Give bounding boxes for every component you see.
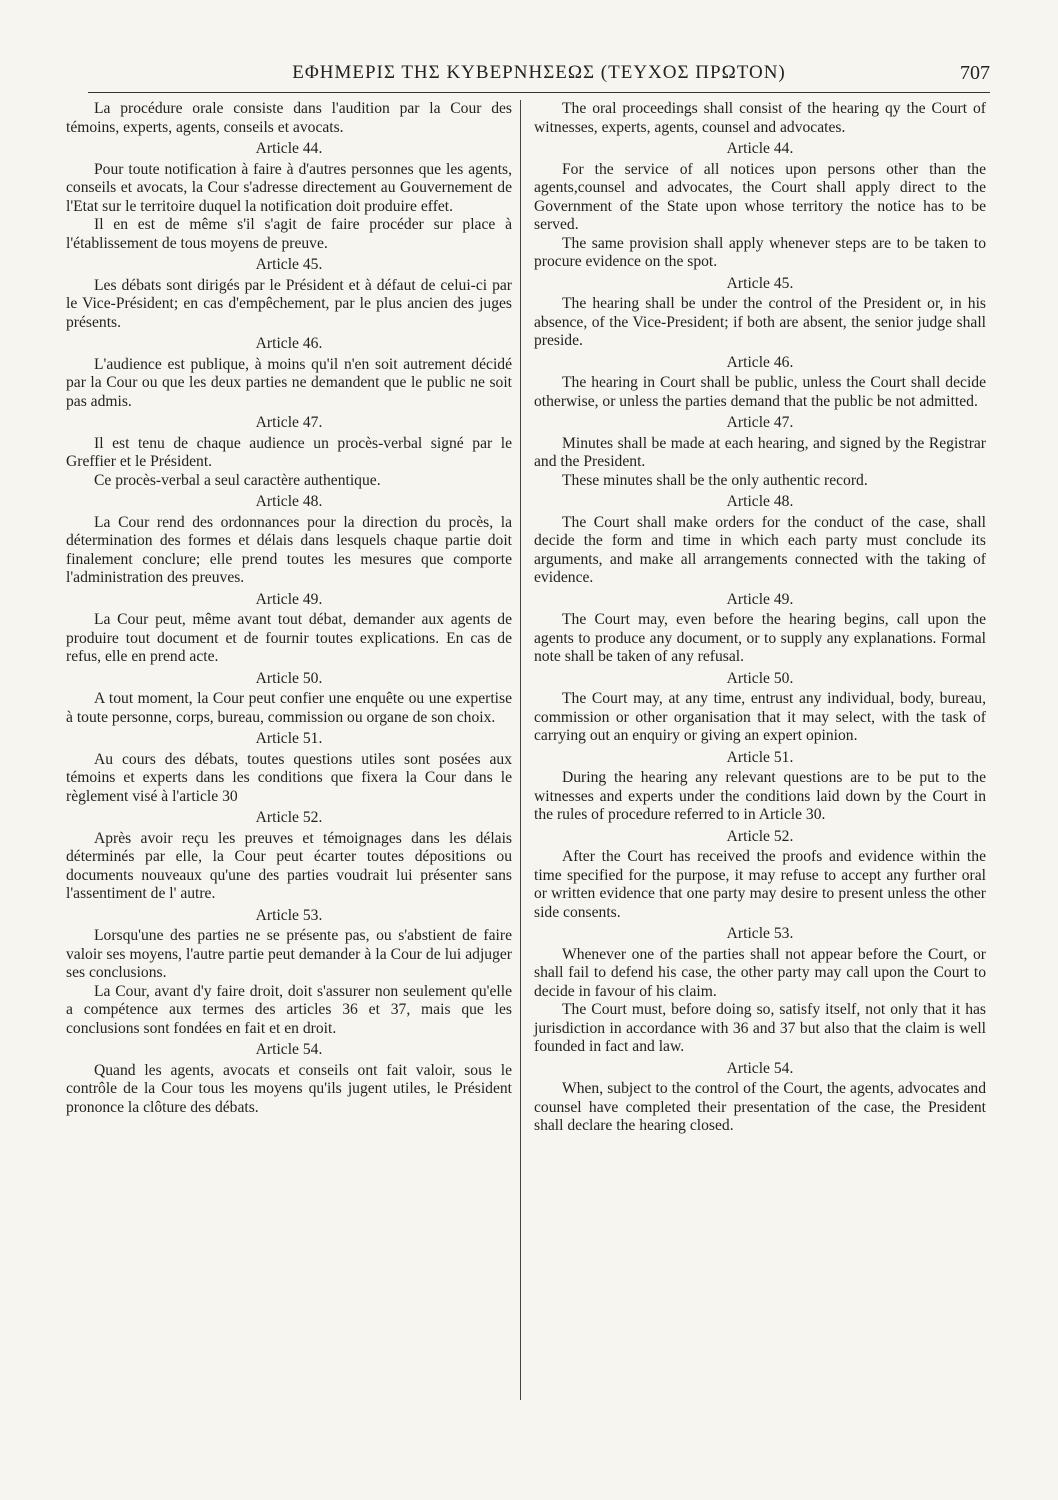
french-paragraph: Quand les agents, avocats et conseils ont fait valoir, sous le contrôle de la Cour tous les moyens qu'ils jugent utiles, le Président prononce la clôture des débats. — [66, 1061, 512, 1116]
english-article-heading: Article 52. — [726, 827, 794, 845]
french-paragraph: Lorsqu'une des parties ne se présente pas, ou s'abstient de faire valoir ses moyens, l'autre partie peut demander à la Cour de lui adjuger ses conclusions. — [66, 927, 512, 981]
french-article-heading: Article 52. — [255, 809, 323, 826]
english-article-block — [534, 354, 986, 412]
column-divider — [520, 100, 521, 1400]
english-article-block — [534, 828, 986, 923]
french-article-heading: Article 45. — [255, 256, 323, 273]
english-article-block — [534, 925, 986, 1057]
english-paragraph: The oral proceedings shall consist of the hearing qy the Court of witnesses, experts, agents, counsel and advocates. — [534, 100, 986, 136]
english-article-heading: Article 45. — [726, 274, 794, 292]
page-number: 707 — [960, 62, 990, 84]
english-article-heading: Article 54. — [726, 1059, 794, 1077]
english-article-block — [534, 493, 986, 588]
english-paragraph: The hearing shall be under the control of the President or, in his absence, of the Vice-President; if both are absent, the senior judge shall preside. — [534, 295, 986, 349]
french-article-block — [66, 140, 512, 253]
french-article-heading: Article 53. — [255, 906, 323, 924]
french-article-block — [66, 591, 512, 667]
english-article-heading: Article 47. — [726, 414, 794, 431]
french-column — [66, 100, 512, 1117]
english-paragraph: The same provision shall apply whenever steps are to be taken to procure evidence on the spot. — [534, 234, 986, 270]
english-article-heading: Article 53. — [726, 925, 794, 942]
gazette-title: ΕΦΗΜΕΡΙΣ ΤΗΣ ΚΥΒΕΡΝΗΣΕΩΣ (ΤΕΥΧΟΣ ΠΡΩΤΟΝ) — [292, 62, 786, 83]
french-article-block — [66, 730, 512, 806]
english-paragraph: When, subject to the control of the Court, the agents, advocates and counsel have completed their presentation of the case, the President shall declare the hearing closed. — [534, 1080, 986, 1134]
french-article-block — [66, 809, 512, 904]
english-article-block — [534, 749, 986, 825]
english-paragraph: Whenever one of the parties shall not appear before the Court, or shall fail to defend his case, the other party may call upon the Court to decide in favour of his claim. — [534, 945, 986, 1000]
english-paragraph: Minutes shall be made at each hearing, and signed by the Registrar and the President. — [534, 434, 986, 470]
french-article-block — [66, 907, 512, 1039]
french-paragraph: Au cours des débats, toutes questions utiles sont posées aux témoins et experts dans les conditions que fixera la Cour dans le règlement visé à l'article 30 — [66, 750, 512, 805]
english-paragraph: The Court may, at any time, entrust any individual, body, bureau, commission or other organisation that it may select, with the task of carrying out an enquiry or giving an expert opinion. — [534, 690, 986, 744]
french-article-block — [66, 335, 512, 411]
english-article-heading: Article 44. — [726, 140, 794, 157]
french-article-block — [66, 670, 512, 728]
english-article-block — [534, 414, 986, 490]
french-article-heading: Article 48. — [255, 493, 323, 510]
french-paragraph: A tout moment, la Cour peut confier une enquête ou une expertise à toute personne, corps, bureau, commission ou organe de son choix. — [66, 690, 512, 726]
french-article-block — [66, 414, 512, 490]
english-article-heading: Article 51. — [726, 748, 794, 766]
french-paragraph: Pour toute notification à faire à d'autres personnes que les agents, conseils et avocats, la Cour s'adresse directement au Gouvernement de l'Etat sur le territoire duquel la notification doit produire effet. — [66, 160, 512, 215]
french-paragraph: Il en est de même s'il s'agit de faire procéder sur place à l'établissement de tous moyens de preuve. — [66, 216, 512, 252]
english-article-heading: Article 49. — [726, 590, 794, 608]
english-paragraph: The hearing in Court shall be public, unless the Court shall decide otherwise, or unless the parties demand that the public be not admitted. — [534, 374, 986, 410]
french-article-heading: Article 54. — [255, 1041, 323, 1058]
french-article-heading: Article 44. — [255, 140, 323, 157]
french-article-heading: Article 50. — [255, 669, 323, 687]
french-article-heading: Article 51. — [255, 730, 323, 747]
french-paragraph: Ce procès-verbal a seul caractère authentique. — [94, 471, 381, 489]
french-article-heading: Article 46. — [255, 335, 323, 352]
french-paragraph: L'audience est publique, à moins qu'il n'en soit autrement décidé par la Cour ou que les deux parties ne demandent que le public ne soit pas admis. — [66, 355, 512, 410]
french-paragraph: La Cour rend des ordonnances pour la direction du procès, la détermination des formes et délais dans lesquels chaque partie doit finalement conclure; elle prend toutes les mesures que comporte l'administration des preuves. — [66, 513, 512, 586]
french-article-block — [66, 100, 512, 137]
french-paragraph: Après avoir reçu les preuves et témoignages dans les délais déterminés par elle, la Cour peut écarter toutes dépositions ou documents nouveaux qu'une des parties voudrait lui présenter sans l'assentiment de l' autre. — [66, 829, 512, 902]
french-article-block — [66, 1041, 512, 1117]
english-article-block — [534, 591, 986, 667]
english-article-heading: Article 48. — [726, 493, 794, 510]
english-article-heading: Article 46. — [726, 353, 794, 371]
english-column — [534, 100, 986, 1136]
french-article-heading: Article 49. — [255, 590, 323, 608]
french-paragraph: Il est tenu de chaque audience un procès-verbal signé par le Greffier et le Président. — [66, 434, 512, 470]
english-article-block — [534, 670, 986, 746]
english-article-heading: Article 50. — [726, 669, 794, 687]
english-article-block — [534, 1060, 986, 1136]
english-paragraph: The Court may, even before the hearing begins, call upon the agents to produce any document, or to supply any explanations. Formal note shall be taken of any refusal. — [534, 611, 986, 665]
english-article-block — [534, 275, 986, 351]
page-header — [88, 58, 990, 93]
english-paragraph: The Court shall make orders for the conduct of the case, shall decide the form and time in which each party must conclude its arguments, and make all arrangements connected with the taking of evidence. — [534, 513, 986, 586]
french-paragraph: La Cour peut, même avant tout débat, demander aux agents de produire tout document et de fournir toutes explications. En cas de refus, elle en prend acte. — [66, 611, 512, 665]
french-article-heading: Article 47. — [255, 414, 323, 431]
english-article-block — [534, 100, 986, 137]
french-paragraph: La Cour, avant d'y faire droit, doit s'assurer non seulement qu'elle a compétence aux termes des articles 36 et 37, mais que les conclusions sont fondées en fait et en droit. — [66, 982, 512, 1037]
english-paragraph: For the service of all notices upon persons other than the agents,counsel and advocates, the Court shall apply direct to the Government of the State upon whose territory the notice has to be served. — [534, 160, 986, 233]
english-paragraph: The Court must, before doing so, satisfy itself, not only that it has jurisdiction in accordance with 36 and 37 but also that the claim is well founded in fact and law. — [534, 1001, 986, 1055]
french-article-block — [66, 256, 512, 332]
english-article-block — [534, 140, 986, 272]
french-paragraph: La procédure orale consiste dans l'audition par la Cour des témoins, experts, agents, conseils et avocats. — [66, 100, 512, 136]
english-paragraph: After the Court has received the proofs and evidence within the time specified for the purpose, it may refuse to accept any further oral or written evidence that one party may desire to present unless the other side consents. — [534, 848, 986, 921]
french-paragraph: Les débats sont dirigés par le Président et à défaut de celui-ci par le Vice-Président; en cas d'empêchement, par le plus ancien des juges présents. — [66, 276, 512, 331]
english-paragraph: These minutes shall be the only authentic record. — [562, 471, 868, 489]
english-paragraph: During the hearing any relevant questions are to be put to the witnesses and experts under the conditions laid down by the Court in the rules of procedure referred to in Article 30. — [534, 769, 986, 823]
french-article-block — [66, 493, 512, 588]
